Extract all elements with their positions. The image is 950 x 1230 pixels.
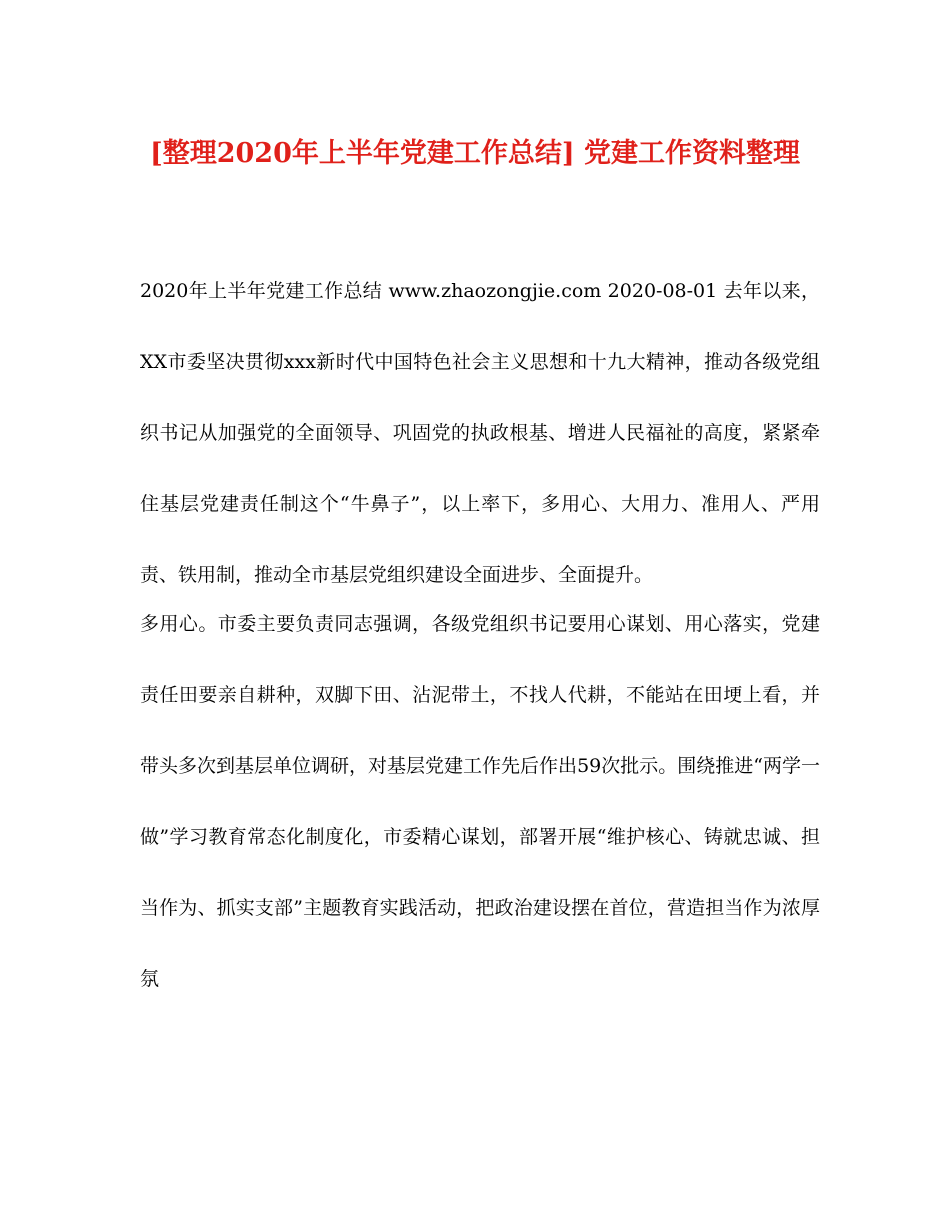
paragraph-intro: 2020年上半年党建工作总结 www.zhaozongjie.com 2020-08-01 去年以来，XX市委坚决贯彻xxx新时代中国特色社会主义思想和十九大精神，推动各级党组织书记从加强党的全面领导、巩固党的执政根基、增进人民福祉的高度，紧紧牵住基层党建责任制这个“牛鼻子”，以上率下，多用心、大用力、准用人、严用责、铁用制，推动全市基层党组织建设全面进步、全面提升。 xyxy=(140,280,820,586)
paragraph-duo-yong-xin: 多用心。市委主要负责同志强调，各级党组织书记要用心谋划、用心落实，党建责任田要亲自耕种，双脚下田、沾泥带土，不找人代耕，不能站在田埂上看，并带头多次到基层单位调研，对基层党建工作先后作出59次批示。围绕推进“两学一做”学习教育常态化制度化，市委精心谋划，部署开展“维护核心、铸就忠诚、担当作为、抓实支部”主题教育实践活动，把政治建设摆在首位，营造担当作为浓厚氛 xyxy=(140,613,820,990)
document-body xyxy=(140,256,820,1015)
document-title: [整理2020年上半年党建工作总结] 党建工作资料整理 xyxy=(149,138,801,169)
